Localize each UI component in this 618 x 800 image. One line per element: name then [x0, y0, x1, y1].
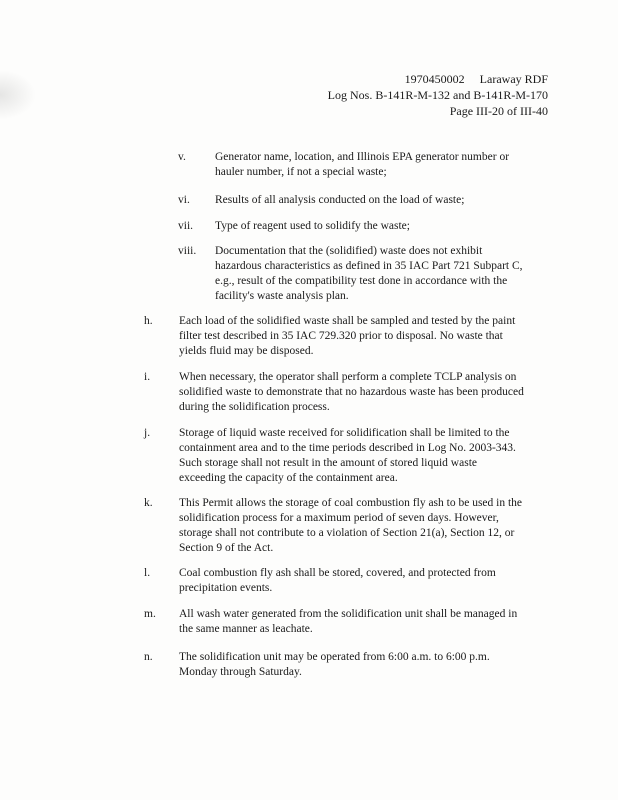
item-line: yields fluid may be disposed. [179, 345, 314, 357]
item-marker: k. [144, 497, 153, 509]
item-line: The solidification unit may be operated from 6:00 a.m. to 6:00 p.m. [179, 651, 490, 663]
item-line: hauler number, if not a special waste; [215, 166, 387, 178]
item-line: storage shall not contribute to a violation of Section 21(a), Section 12, or [179, 527, 515, 539]
item-marker: n. [144, 651, 153, 663]
item-line: Type of reagent used to solidify the waste; [215, 220, 410, 232]
item-line: solidified waste to demonstrate that no hazardous waste has been produced [179, 386, 524, 398]
item-text [179, 607, 517, 637]
item-text [215, 244, 523, 304]
item-marker: h. [144, 315, 153, 327]
item-line: Documentation that the (solidified) waste does not exhibit [215, 245, 483, 257]
item-line: Results of all analysis conducted on the load of waste; [215, 194, 465, 206]
item-line: Monday through Saturday. [179, 666, 302, 678]
item-text [215, 219, 410, 234]
header-page-number: Page III-20 of III-40 [449, 104, 548, 118]
item-line: Such storage shall not result in the amount of stored liquid waste [179, 457, 477, 469]
item-text [215, 193, 464, 208]
page-header [328, 71, 548, 119]
item-line: Section 9 of the Act. [179, 542, 274, 554]
item-line: precipitation events. [179, 582, 273, 594]
item-text [179, 650, 490, 680]
header-log-numbers: Log Nos. B-141R-M-132 and B-141R-M-170 [327, 88, 548, 102]
item-line: Coal combustion fly ash shall be stored, covered, and protected from [179, 567, 496, 579]
item-line: All wash water generated from the solidification unit shall be managed in [179, 608, 518, 620]
item-text [215, 150, 509, 180]
item-text [179, 496, 522, 556]
item-marker: v. [178, 151, 186, 163]
item-marker: i. [144, 371, 151, 383]
scan-artifact [0, 70, 36, 120]
item-marker: vi. [178, 194, 190, 206]
item-marker: m. [144, 608, 156, 620]
item-text [179, 370, 524, 415]
item-marker: j. [144, 427, 151, 439]
item-line: filter test described in 35 IAC 729.320 prior to disposal. No waste that [179, 330, 503, 342]
item-marker: vii. [178, 220, 194, 232]
item-line: Each load of the solidified waste shall be sampled and tested by the paint [179, 315, 516, 327]
item-text [179, 314, 515, 359]
item-line: When necessary, the operator shall perform a complete TCLP analysis on [179, 371, 517, 383]
item-marker: l. [144, 567, 151, 579]
item-text [179, 566, 496, 596]
item-line: during the solidification process. [179, 401, 330, 413]
item-line: Storage of liquid waste received for solidification shall be limited to the [179, 427, 510, 439]
item-line: Generator name, location, and Illinois EPA generator number or [215, 151, 510, 163]
item-line: facility's waste analysis plan. [215, 290, 349, 302]
header-permit-site: 1970450002 Laraway RDF [404, 72, 548, 86]
item-line: e.g., result of the compatibility test done in accordance with the [215, 275, 508, 287]
item-line: solidification process for a maximum period of seven days. However, [179, 512, 499, 524]
item-line: This Permit allows the storage of coal combustion fly ash to be used in the [179, 497, 523, 509]
item-marker: viii. [178, 245, 197, 257]
item-line: exceeding the capacity of the containment area. [179, 472, 398, 484]
item-line: the same manner as leachate. [179, 623, 313, 635]
item-line: containment area and to the time periods described in Log No. 2003-343. [179, 442, 516, 454]
item-line: hazardous characteristics as defined in 35 IAC Part 721 Subpart C, [215, 260, 523, 272]
item-text [179, 426, 516, 486]
